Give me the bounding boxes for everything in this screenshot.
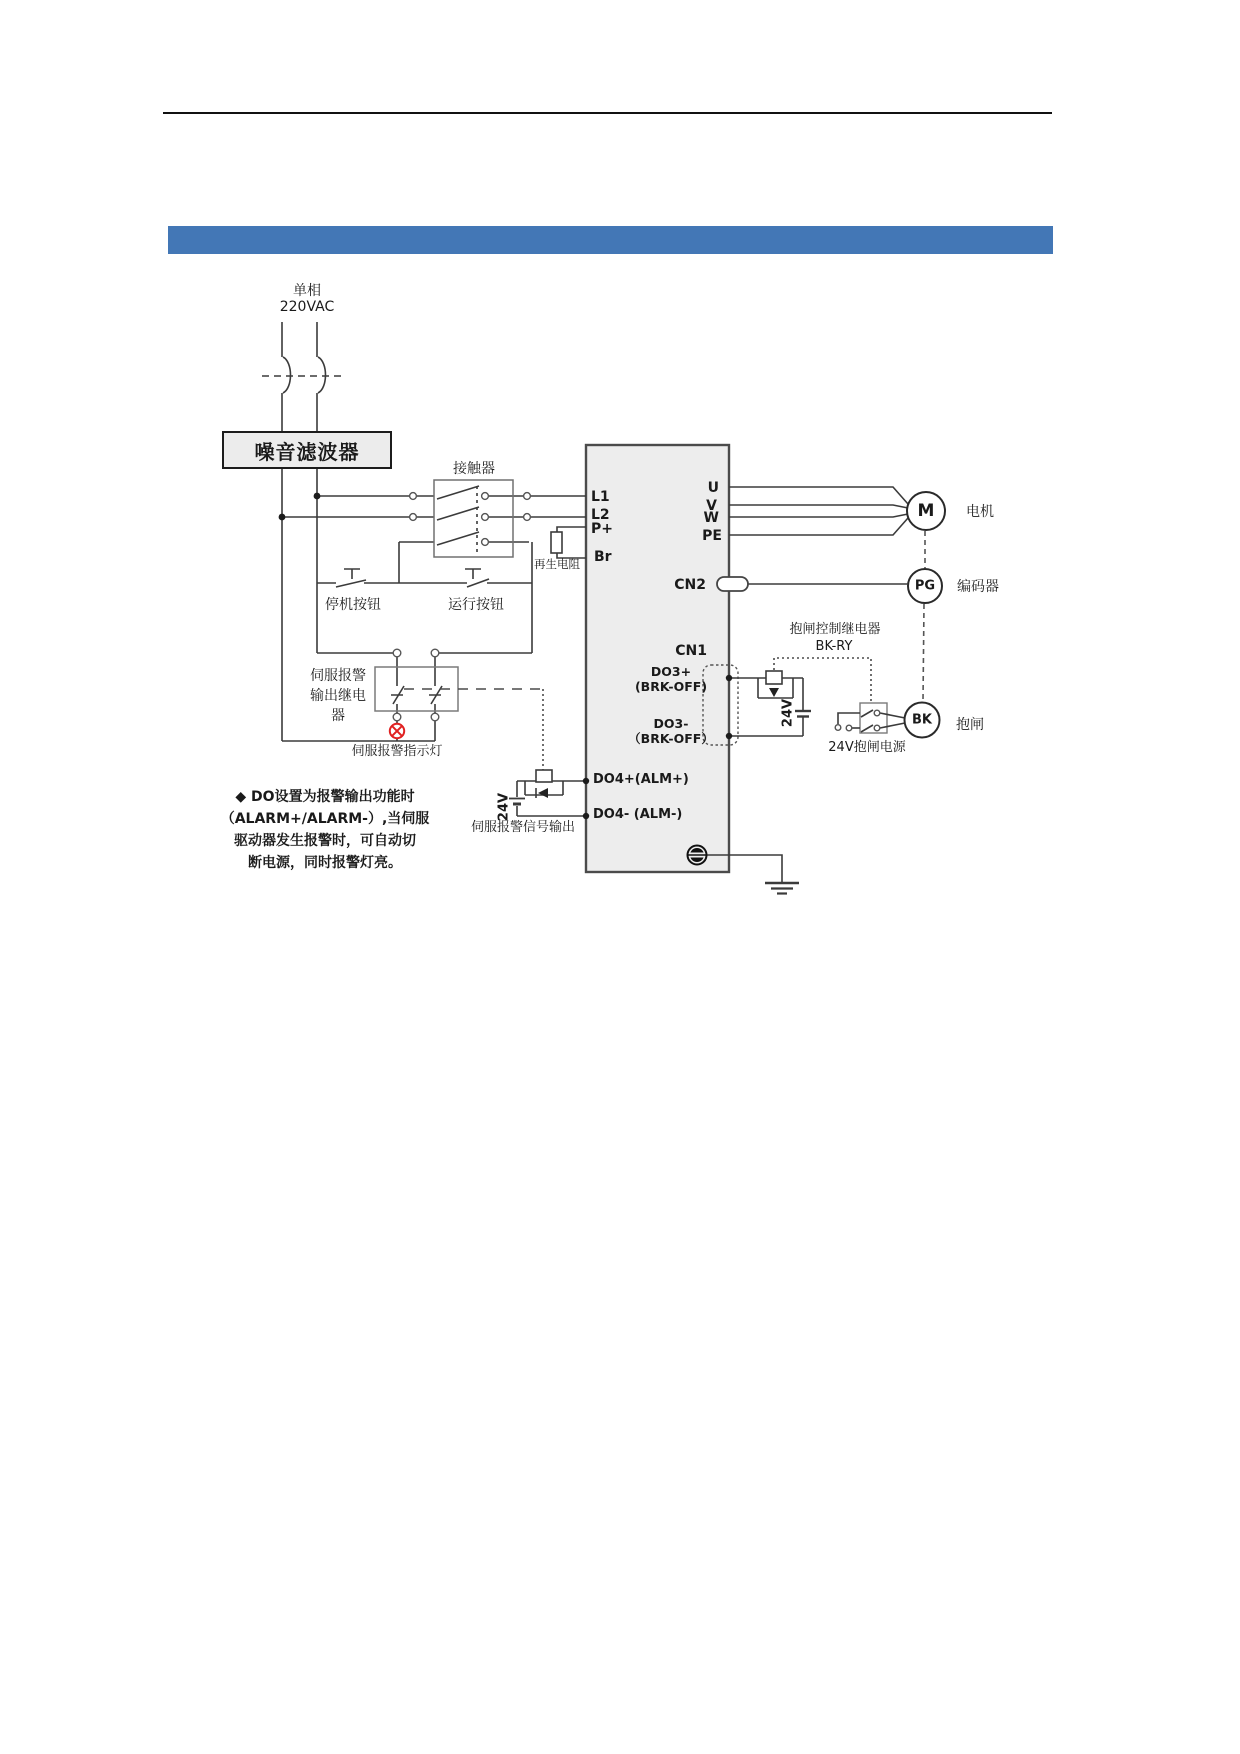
pin-br: Br (594, 549, 612, 565)
brake-24v-label: 24V (780, 698, 796, 728)
noise-filter-label: 噪音滤波器 (254, 439, 360, 464)
pin-do3-minus-name: DO3- (653, 716, 689, 731)
pin-pe: PE (702, 528, 722, 544)
noise-filter-box (222, 431, 392, 469)
note-line-3: 驱动器发生报警时，可自动切 (233, 833, 416, 849)
pin-u: U (707, 480, 719, 496)
motor-label: 电机 (966, 504, 994, 520)
pin-cn1: CN1 (675, 643, 707, 659)
cn2-connector (717, 577, 748, 591)
encoder-label: 编码器 (957, 579, 999, 595)
note-line-1: ◆ DO设置为报警输出功能时 (235, 789, 415, 805)
alarm-relay-label-l3: 器 (331, 708, 345, 724)
note-line-4: 断电源，同时报警灯亮。 (247, 855, 402, 871)
motor-symbol: M (917, 501, 935, 522)
pin-p-plus: P+ (591, 521, 613, 537)
pin-do3-minus-func: （BRK-OFF） (628, 731, 714, 746)
alarm-24v-label: 24V (496, 792, 512, 822)
encoder-brake-link (923, 604, 924, 701)
alarm-output-circuit (509, 770, 586, 816)
supply-phase-label (280, 283, 335, 315)
brake-symbol: BK (912, 712, 932, 728)
alarm-lamp-label: 伺服报警指示灯 (351, 744, 443, 759)
regen-resistor-label: 再生电阻 (534, 557, 580, 571)
alarm-signal-label: 伺服报警信号输出 (470, 820, 576, 835)
contactor-box (434, 480, 513, 557)
encoder-symbol: PG (914, 578, 936, 594)
brake-relay-model: BK-RY (815, 639, 853, 654)
pin-do3-plus-func: (BRK-OFF) (634, 679, 708, 694)
pe-screw-icon (687, 846, 707, 865)
brake-label: 抱闸 (956, 717, 984, 733)
brake-contact-box (860, 703, 887, 733)
alarm-lamp-icon (390, 724, 404, 738)
pin-do3-minus (628, 716, 714, 746)
start-stop-line (317, 569, 532, 587)
do-alarm-note (221, 786, 430, 874)
brake-relay-name: 抱闸控制继电器 (789, 622, 881, 637)
supply-phase-line1: 单相 (292, 283, 321, 299)
pin-do3-plus-name: DO3+ (650, 664, 692, 679)
pin-do4-minus: DO4- (ALM-) (593, 807, 683, 822)
pin-l1: L1 (591, 489, 610, 505)
pin-l2: L2 (591, 507, 610, 523)
pin-do3-plus (635, 664, 707, 694)
brake-supply-label: 24V抱闸电源 (828, 740, 906, 755)
contactor-label: 接触器 (453, 461, 495, 477)
pin-v: V (706, 498, 717, 514)
pin-do4-plus: DO4+(ALM+) (593, 772, 689, 787)
motor-wires (729, 487, 908, 535)
alarm-relay-label (310, 666, 366, 726)
supply-phase-line2: 220VAC (279, 299, 335, 316)
note-line-2: （ALARM+/ALARM-）,当伺服 (220, 811, 430, 827)
pin-w: W (703, 510, 719, 526)
alarm-relay-label-l2: 输出继电 (310, 688, 366, 704)
regen-resistor-symbol (551, 527, 586, 558)
stop-button-label: 停机按钮 (325, 597, 381, 613)
brake-relay-circuit (729, 658, 871, 736)
pin-cn2: CN2 (674, 577, 706, 593)
alarm-relay-label-l1: 伺服报警 (310, 668, 366, 684)
circuit-breaker-symbols (262, 322, 346, 431)
run-button-label: 运行按钮 (448, 597, 504, 613)
